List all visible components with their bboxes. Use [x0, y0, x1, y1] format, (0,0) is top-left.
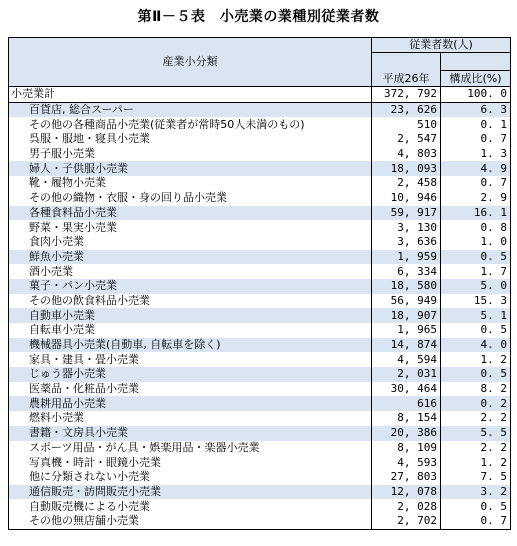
row-employees-cell: 20, 386 — [372, 426, 441, 441]
table-row — [9, 117, 511, 132]
row-category-cell: 機械器具小売業(自動車, 自転車を除く) — [9, 338, 372, 353]
row-share-cell: 2. 2 — [441, 411, 511, 426]
row-share-cell: 15. 3 — [441, 294, 511, 309]
row-category-cell: 百貨店, 総合スーパー — [9, 102, 372, 117]
row-employees-cell: 1, 959 — [372, 250, 441, 265]
row-share-cell: 4. 9 — [441, 161, 511, 176]
row-share-cell: 5. 5 — [441, 426, 511, 441]
table-row — [9, 206, 511, 221]
row-share-cell: 0. 8 — [441, 220, 511, 235]
row-share-cell: 1. 3 — [441, 147, 511, 162]
row-category-cell: スポーツ用品・がん具・娯楽用品・楽器小売業 — [9, 441, 372, 456]
row-category-cell: 男子服小売業 — [9, 147, 372, 162]
row-category-cell: 婦人・子供服小売業 — [9, 161, 372, 176]
row-employees-cell: 2, 031 — [372, 367, 441, 382]
row-share-cell: 7. 5 — [441, 470, 511, 485]
table-row-total — [9, 87, 511, 103]
row-employees-cell: 10, 946 — [372, 191, 441, 206]
row-employees-cell: 14, 874 — [372, 338, 441, 353]
row-category-cell: その他の各種商品小売業(従業者が常時50人未満のもの) — [9, 117, 372, 132]
table-row — [9, 323, 511, 338]
row-category-cell: 呉服・服地・寝具小売業 — [9, 132, 372, 147]
row-share-cell: 1. 2 — [441, 352, 511, 367]
row-share-cell: 0. 5 — [441, 367, 511, 382]
row-category-cell: 野菜・果実小売業 — [9, 220, 372, 235]
row-category-cell: 家具・建具・畳小売業 — [9, 352, 372, 367]
row-share-cell: 4. 0 — [441, 338, 511, 353]
row-employees-cell: 6, 334 — [372, 264, 441, 279]
row-category-cell: その他の織物・衣服・身の回り品小売業 — [9, 191, 372, 206]
row-share-cell: 6. 3 — [441, 102, 511, 117]
row-category-cell: 靴・履物小売業 — [9, 176, 372, 191]
table-row — [9, 470, 511, 485]
row-share-cell: 2. 9 — [441, 191, 511, 206]
row-employees-cell: 4, 593 — [372, 455, 441, 470]
row-category-cell: じゅう器小売業 — [9, 367, 372, 382]
row-category-cell: 各種食料品小売業 — [9, 206, 372, 221]
row-employees-cell: 4, 594 — [372, 352, 441, 367]
row-employees-cell: 18, 907 — [372, 308, 441, 323]
row-share-cell: 0. 2 — [441, 396, 511, 411]
table-row — [9, 294, 511, 309]
row-employees-cell: 18, 580 — [372, 279, 441, 294]
row-category-cell: 食肉小売業 — [9, 235, 372, 250]
table-row — [9, 250, 511, 265]
page-title: 第Ⅱ－５表 小売業の業種別従業者数 — [137, 9, 380, 25]
row-share-cell: 5. 0 — [441, 279, 511, 294]
row-employees-cell: 3, 130 — [372, 220, 441, 235]
year-header: 平成26年 — [372, 53, 441, 87]
table-row — [9, 220, 511, 235]
row-category-cell: 書籍・文房具小売業 — [9, 426, 372, 441]
row-share-cell: 0. 7 — [441, 514, 511, 529]
row-share-cell: 1. 0 — [441, 235, 511, 250]
row-category-cell: 自転車小売業 — [9, 323, 372, 338]
employees-header: 従業者数(人) — [372, 38, 511, 53]
row-category-cell: 自動販売機による小売業 — [9, 499, 372, 514]
row-employees-cell: 372, 792 — [372, 87, 441, 103]
row-share-cell: 0. 5 — [441, 499, 511, 514]
row-category-cell: 燃料小売業 — [9, 411, 372, 426]
row-employees-cell: 510 — [372, 117, 441, 132]
table-row — [9, 308, 511, 323]
share-header: 構成比(%) — [441, 71, 511, 87]
table-row — [9, 338, 511, 353]
table-row — [9, 352, 511, 367]
table-row — [9, 455, 511, 470]
row-share-cell: 0. 1 — [441, 117, 511, 132]
row-employees-cell: 8, 109 — [372, 441, 441, 456]
row-category-cell: その他の飲食料品小売業 — [9, 294, 372, 309]
table-row — [9, 382, 511, 397]
table-row — [9, 191, 511, 206]
table-row — [9, 279, 511, 294]
row-employees-cell: 23, 626 — [372, 102, 441, 117]
table-row — [9, 396, 511, 411]
row-employees-cell: 30, 464 — [372, 382, 441, 397]
table-body — [9, 87, 511, 530]
row-employees-cell: 2, 458 — [372, 176, 441, 191]
table-row — [9, 161, 511, 176]
row-category-cell: その他の無店舗小売業 — [9, 514, 372, 529]
table-row — [9, 411, 511, 426]
table-row — [9, 426, 511, 441]
row-share-cell: 0. 7 — [441, 132, 511, 147]
table-row — [9, 264, 511, 279]
row-category-cell: 小売業計 — [9, 87, 372, 103]
category-header: 産業小分類 — [9, 38, 372, 87]
row-category-cell: 通信販売・訪問販売小売業 — [9, 485, 372, 500]
row-share-cell: 100. 0 — [441, 87, 511, 103]
row-category-cell: 医薬品・化粧品小売業 — [9, 382, 372, 397]
row-employees-cell: 3, 636 — [372, 235, 441, 250]
table-row — [9, 441, 511, 456]
table-row — [9, 235, 511, 250]
table-row — [9, 485, 511, 500]
table-row — [9, 499, 511, 514]
table-row — [9, 132, 511, 147]
row-employees-cell: 27, 803 — [372, 470, 441, 485]
row-share-cell: 8. 2 — [441, 382, 511, 397]
row-share-cell: 0. 7 — [441, 176, 511, 191]
table-row — [9, 147, 511, 162]
row-employees-cell: 1, 965 — [372, 323, 441, 338]
row-employees-cell: 2, 028 — [372, 499, 441, 514]
row-share-cell: 1. 2 — [441, 455, 511, 470]
table-row — [9, 514, 511, 529]
row-category-cell: 他に分類されない小売業 — [9, 470, 372, 485]
row-employees-cell: 12, 078 — [372, 485, 441, 500]
row-category-cell: 酒小売業 — [9, 264, 372, 279]
row-employees-cell: 18, 093 — [372, 161, 441, 176]
row-employees-cell: 59, 917 — [372, 206, 441, 221]
row-share-cell: 5. 1 — [441, 308, 511, 323]
row-share-cell: 1. 7 — [441, 264, 511, 279]
table-row — [9, 367, 511, 382]
row-category-cell: 写真機・時計・眼鏡小売業 — [9, 455, 372, 470]
row-category-cell: 農耕用品小売業 — [9, 396, 372, 411]
share-header-blank — [441, 53, 511, 71]
row-share-cell: 3. 2 — [441, 485, 511, 500]
table-row — [9, 102, 511, 117]
row-employees-cell: 2, 547 — [372, 132, 441, 147]
row-share-cell: 16. 1 — [441, 206, 511, 221]
row-category-cell: 鮮魚小売業 — [9, 250, 372, 265]
row-employees-cell: 616 — [372, 396, 441, 411]
row-category-cell: 菓子・パン小売業 — [9, 279, 372, 294]
row-share-cell: 0. 5 — [441, 250, 511, 265]
table-row — [9, 176, 511, 191]
employees-table — [8, 37, 511, 530]
row-employees-cell: 56, 949 — [372, 294, 441, 309]
row-employees-cell: 8, 154 — [372, 411, 441, 426]
row-employees-cell: 4, 803 — [372, 147, 441, 162]
row-employees-cell: 2, 702 — [372, 514, 441, 529]
row-share-cell: 0. 5 — [441, 323, 511, 338]
row-category-cell: 自動車小売業 — [9, 308, 372, 323]
row-share-cell: 2. 2 — [441, 441, 511, 456]
